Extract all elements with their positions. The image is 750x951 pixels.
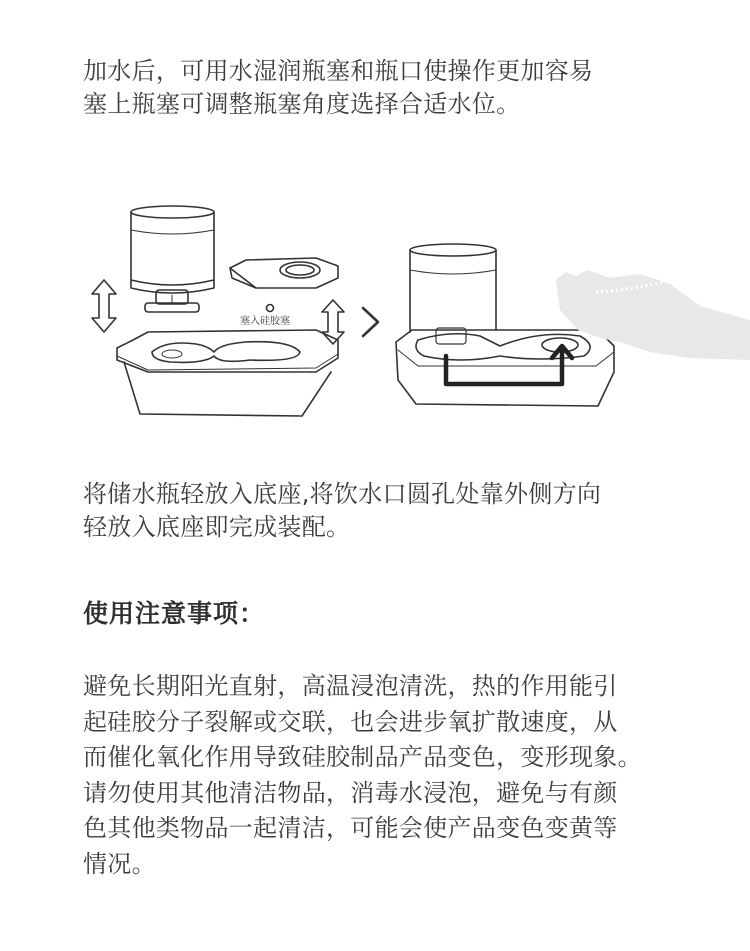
chevron-right-icon	[363, 308, 378, 336]
figure-label: 塞入硅胶塞	[240, 316, 290, 327]
lid-insert-illustration	[230, 258, 338, 312]
notes-line: 避免长期阳光直射，高温浸泡清洗，热的作用能引	[83, 672, 618, 700]
double-arrow-icon	[92, 280, 116, 332]
intro-line: 加水后，可用水湿润瓶塞和瓶口使操作更加容易	[83, 57, 594, 85]
notes-line: 起硅胶分子裂解或交联，也会进步氧扩散速度，从	[83, 707, 618, 736]
notes-line: 情况。	[83, 849, 156, 878]
notes-line: 请勿使用其他清洁物品，消毒水浸泡，避免与有颜	[83, 778, 618, 807]
assembly-paragraph	[83, 478, 723, 544]
cat-illustration	[556, 270, 750, 360]
base-illustration	[117, 330, 338, 416]
assembly-illustration	[0, 180, 750, 440]
assembly-line: 将储水瓶轻放入底座,将饮水口圆孔处靠外侧方向	[83, 480, 602, 508]
notes-line: 而催化氧化作用导致硅胶制品产品变色，变形现象。	[83, 743, 642, 771]
intro-line: 塞上瓶塞可调整瓶塞角度选择合适水位。	[83, 90, 521, 118]
assembly-line: 轻放入底座即完成装配。	[83, 513, 351, 541]
intro-paragraph	[83, 55, 723, 121]
notes-paragraph	[83, 669, 723, 882]
notes-line: 色其他类物品一起清洁，可能会使产品变色变黄等	[83, 814, 618, 842]
water-bottle-illustration	[131, 206, 214, 312]
notes-heading: 使用注意事项：	[83, 599, 266, 628]
